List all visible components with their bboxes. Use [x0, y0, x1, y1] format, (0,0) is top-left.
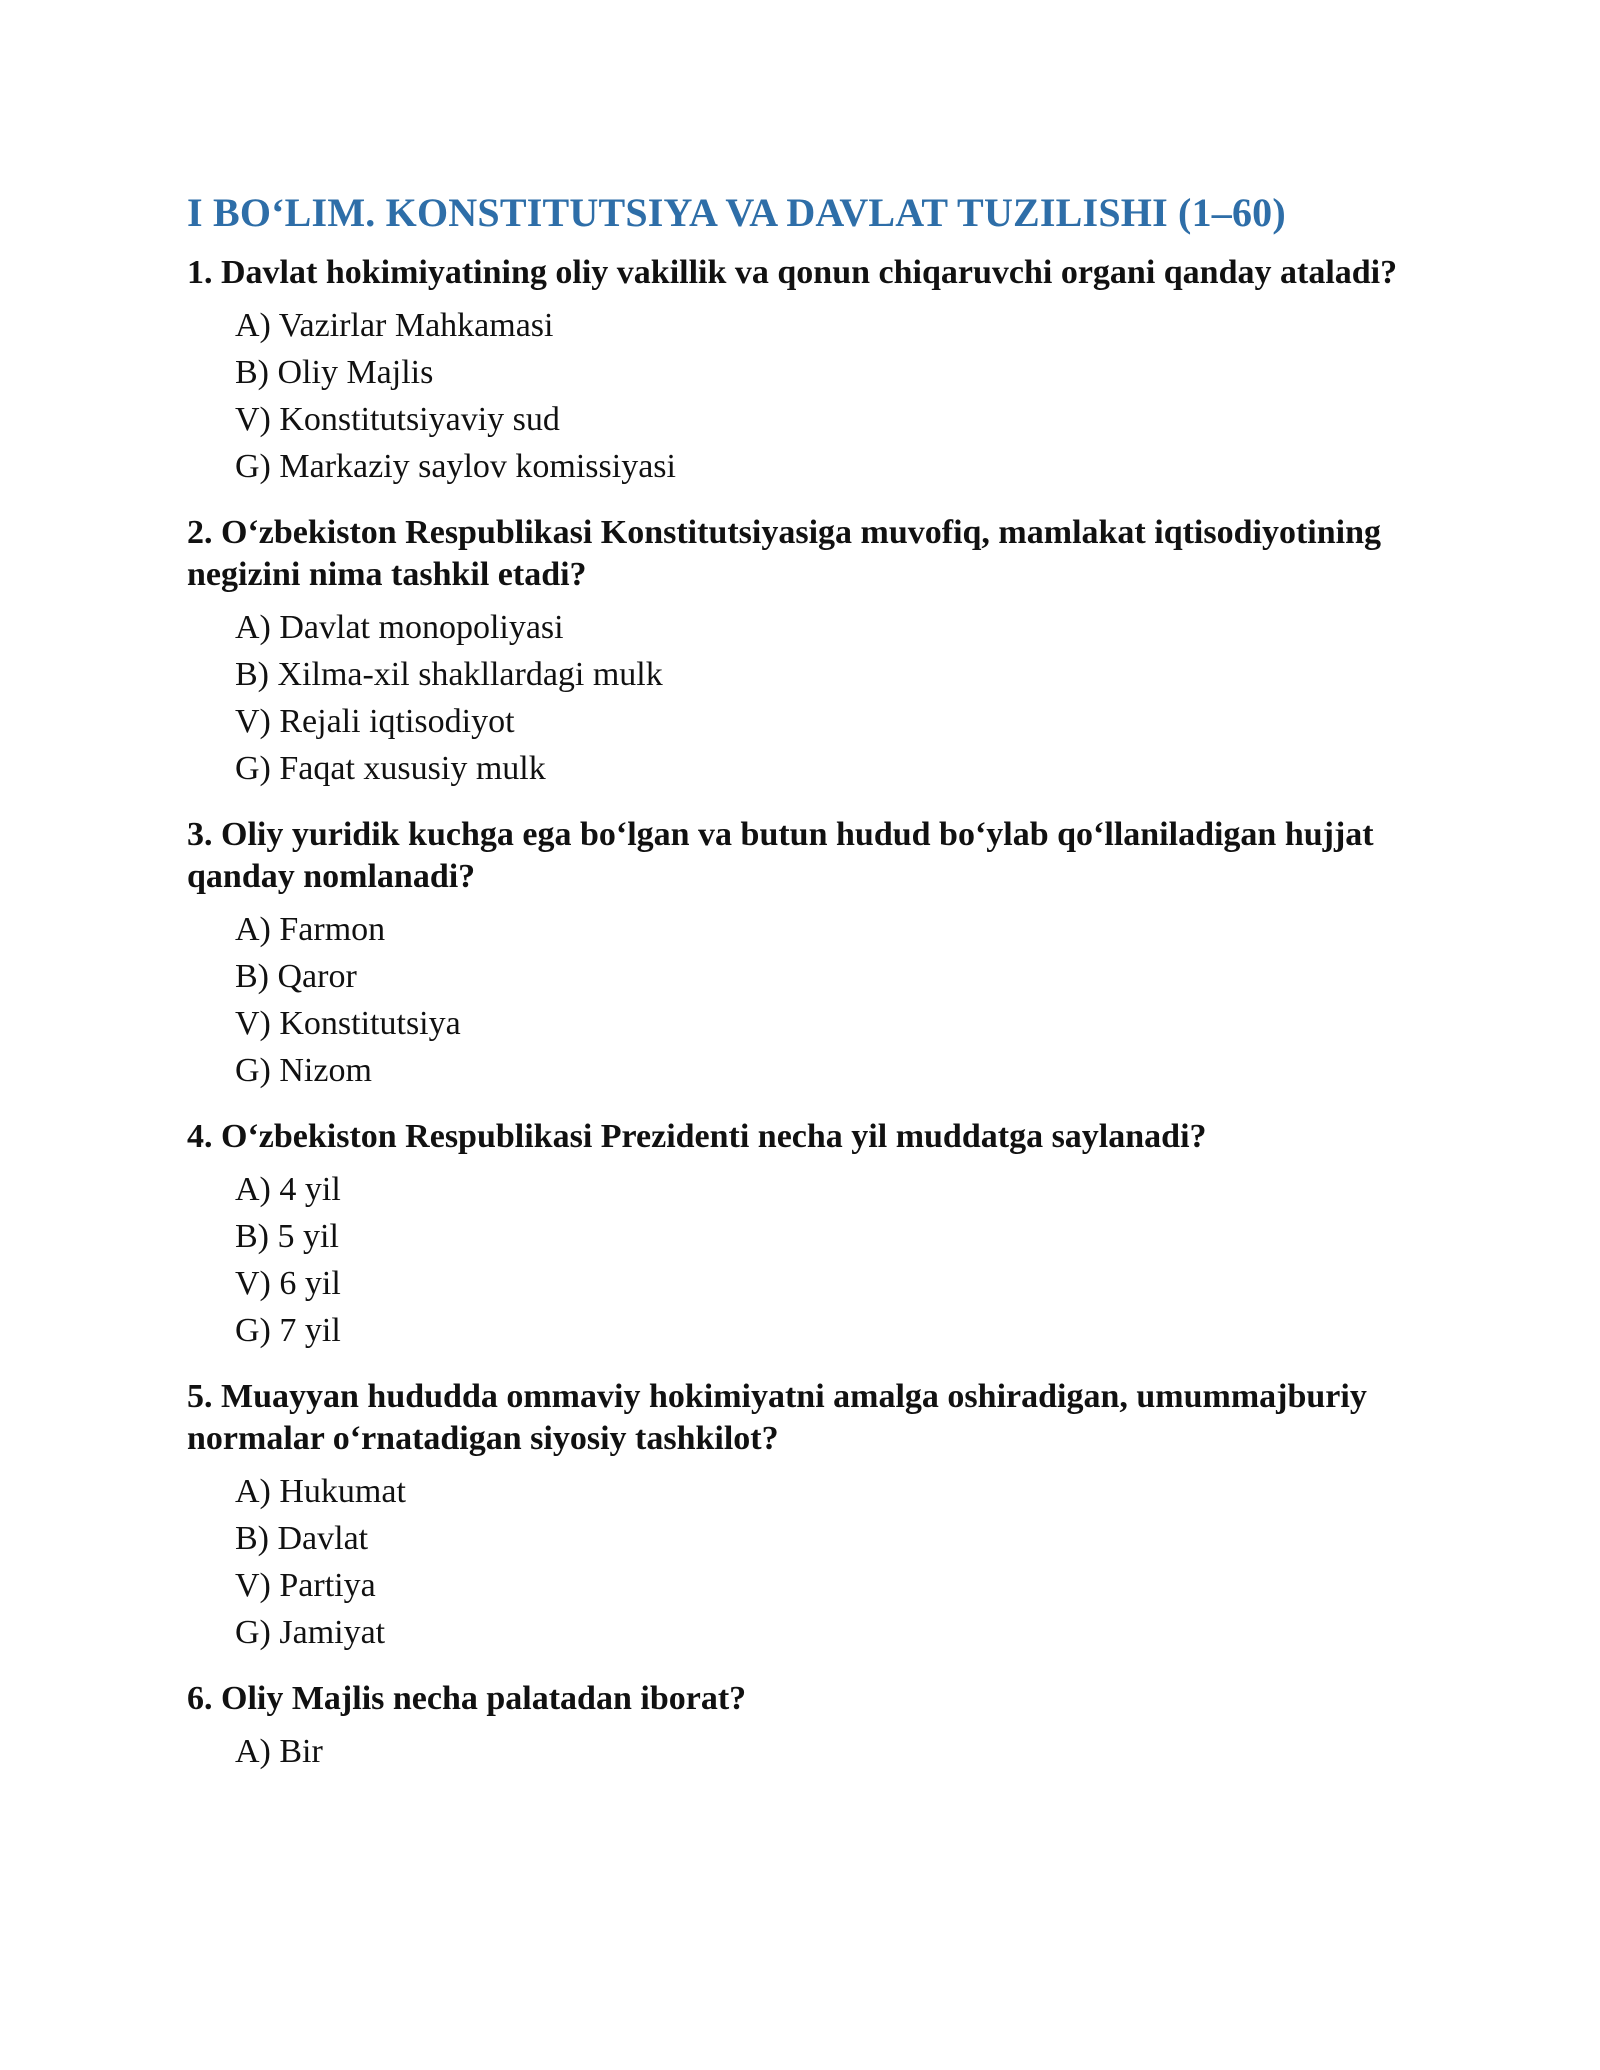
- question-text: 6. Oliy Majlis necha palatadan iborat?: [187, 1680, 747, 1717]
- answer-option: A) Bir: [235, 1733, 323, 1770]
- question-5: [187, 1376, 1427, 1656]
- question-text: 3. Oliy yuridik kuchga ega bo‘lgan va butun hudud bo‘ylab qo‘llaniladigan hujjat qanday nomlanadi?: [187, 816, 1374, 895]
- answer-option: G) Nizom: [235, 1052, 372, 1089]
- section-title: I BO‘LIM. KONSTITUTSIYA VA DAVLAT TUZILISHI (1–60): [187, 190, 1286, 235]
- question-3: [187, 814, 1427, 1094]
- answer-option: A) Davlat monopoliyasi: [235, 609, 564, 646]
- answer-option: G) Jamiyat: [235, 1614, 386, 1651]
- answer-option: V) Partiya: [235, 1567, 376, 1604]
- answer-options: [235, 1166, 1427, 1354]
- question-text: 5. Muayyan hududda ommaviy hokimiyatni amalga oshiradigan, umummajburiy normalar o‘rnatadigan siyosiy tashkilot?: [187, 1378, 1367, 1457]
- answer-option: A) Hukumat: [235, 1473, 406, 1510]
- question-4: [187, 1116, 1427, 1354]
- answer-option: B) Xilma-xil shakllardagi mulk: [235, 656, 663, 693]
- answer-options: [235, 302, 1427, 490]
- question-text: 2. O‘zbekiston Respublikasi Konstitutsiyasiga muvofiq, mamlakat iqtisodiyotining negizini nima tashkil etadi?: [187, 514, 1382, 593]
- answer-options: [235, 604, 1427, 792]
- answer-option: A) Farmon: [235, 911, 386, 948]
- answer-option: B) Davlat: [235, 1520, 369, 1557]
- question-2: [187, 512, 1427, 792]
- document-content: [187, 188, 1427, 1797]
- answer-option: B) Oliy Majlis: [235, 354, 434, 391]
- answer-option: B) 5 yil: [235, 1218, 339, 1255]
- question-1: [187, 252, 1427, 490]
- answer-option: A) Vazirlar Mahkamasi: [235, 307, 554, 344]
- answer-option: V) 6 yil: [235, 1265, 341, 1302]
- answer-option: G) Faqat xususiy mulk: [235, 750, 546, 787]
- answer-option: G) Markaziy saylov komissiyasi: [235, 448, 676, 485]
- question-text: 4. O‘zbekiston Respublikasi Prezidenti necha yil muddatga saylanadi?: [187, 1118, 1207, 1155]
- answer-option: V) Konstitutsiya: [235, 1005, 461, 1042]
- answer-option: A) 4 yil: [235, 1171, 341, 1208]
- answer-option: B) Qaror: [235, 958, 357, 995]
- answer-option: V) Rejali iqtisodiyot: [235, 703, 515, 740]
- answer-option: G) 7 yil: [235, 1312, 341, 1349]
- answer-options: [235, 1728, 1427, 1775]
- question-6: [187, 1678, 1427, 1775]
- answer-options: [235, 906, 1427, 1094]
- answer-option: V) Konstitutsiyaviy sud: [235, 401, 560, 438]
- question-text: 1. Davlat hokimiyatining oliy vakillik va qonun chiqaruvchi organi qanday ataladi?: [187, 254, 1398, 291]
- answer-options: [235, 1468, 1427, 1656]
